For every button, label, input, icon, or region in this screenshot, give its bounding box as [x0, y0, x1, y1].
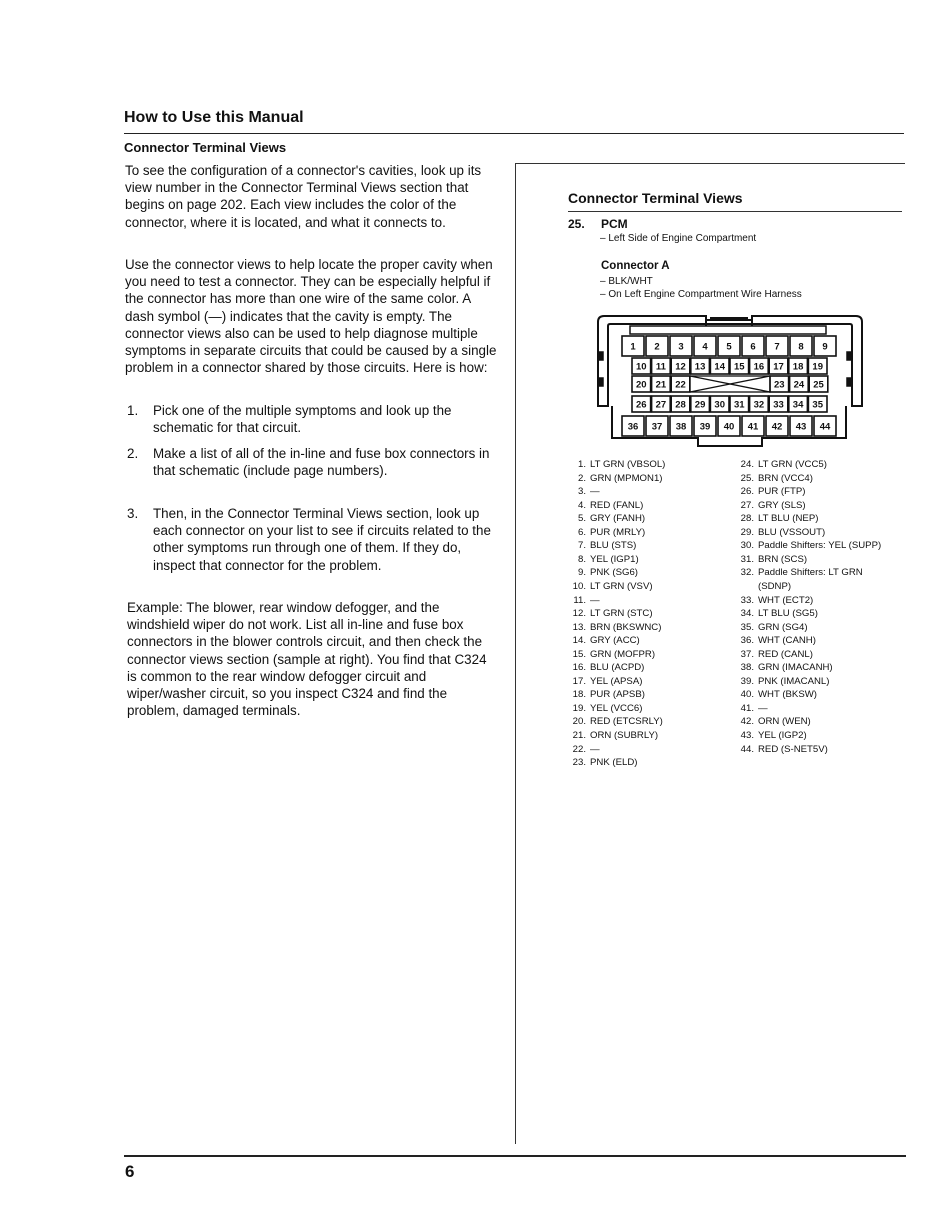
pin-entry — [740, 499, 806, 513]
pin-number: 37. — [740, 648, 754, 660]
pin-entry — [577, 539, 637, 553]
pin-entry — [572, 688, 645, 702]
pin-number: 29. — [740, 526, 754, 538]
pin-number: 25. — [740, 472, 754, 484]
pin-cavity — [808, 358, 827, 374]
pin-label: 5 — [726, 341, 732, 353]
pin-label: 30 — [714, 399, 725, 411]
pin-number: 11. — [573, 594, 586, 606]
pin-label: 32 — [753, 399, 765, 411]
pin-wire: PUR (MRLY) — [590, 526, 646, 538]
pin-label: 26 — [636, 399, 647, 411]
page-number: 6 — [125, 1162, 135, 1181]
pin-number: 30. — [740, 540, 754, 552]
pin-wire: — — [590, 594, 600, 606]
pin-wire: GRY (FANH) — [590, 513, 646, 525]
pin-wire: LT GRN (VSV) — [590, 580, 653, 592]
pin-entry — [740, 621, 808, 635]
pin-label: 34 — [792, 399, 804, 411]
step-text: Pick one of the multiple symptoms and look up the schematic for that circuit. — [153, 403, 452, 436]
pin-wire: PUR (FTP) — [758, 486, 806, 498]
pin-entry — [740, 729, 807, 743]
pin-cavity — [671, 376, 690, 392]
pin-entry — [740, 743, 828, 757]
pin-label: 24 — [793, 379, 805, 391]
pin-cavity — [670, 336, 692, 356]
pin-number: 8. — [577, 553, 586, 565]
pin-cavity — [790, 376, 809, 392]
pin-number: 12. — [572, 608, 586, 620]
pin-label: 39 — [699, 421, 711, 433]
pin-cavity — [632, 358, 651, 374]
pin-cavity — [730, 358, 749, 374]
pin-label: 36 — [627, 421, 639, 433]
pin-wire: RED (CANL) — [758, 648, 813, 660]
pin-number: 18. — [572, 689, 586, 701]
pin-cavity — [652, 376, 671, 392]
pin-number: 44. — [740, 743, 754, 755]
pin-wire: YEL (APSA) — [590, 675, 643, 687]
pin-entry — [572, 729, 659, 743]
pin-entry — [740, 715, 811, 729]
pin-entry — [572, 580, 653, 594]
pin-entry — [740, 702, 768, 716]
sample-divider — [568, 211, 902, 212]
pin-cavity — [632, 396, 651, 412]
step-text: Then, in the Connector Terminal Views section, look up each connector on your list to see if circuits related to the other symptoms run through one of them. If they do, inspect that connector for the problem. — [153, 506, 491, 573]
pin-wire: PNK (IMACANL) — [758, 675, 830, 687]
pin-number: 39. — [740, 675, 754, 687]
view-location: – Left Side of Engine Compartment — [600, 233, 757, 244]
pin-entry — [577, 566, 638, 580]
pin-wire: YEL (IGP1) — [590, 553, 639, 565]
pin-wire: LT BLU (SG5) — [758, 608, 818, 620]
pin-entry — [740, 539, 882, 553]
pin-number: 41. — [740, 702, 754, 714]
pin-label: 37 — [651, 421, 663, 433]
pin-label: 16 — [753, 361, 765, 373]
pin-wire: — — [758, 702, 768, 714]
section-heading: Connector Terminal Views — [124, 140, 287, 155]
pin-wire: BLU (STS) — [590, 540, 637, 552]
pin-cavity — [789, 358, 808, 374]
pin-cavity — [646, 416, 668, 436]
pin-wire: WHT (ECT2) — [758, 594, 814, 606]
pin-cavity — [809, 376, 828, 392]
pin-label: 25 — [813, 379, 824, 391]
pin-wire: LT GRN (VBSOL) — [590, 459, 666, 470]
pin-cavity — [691, 396, 710, 412]
pin-label: 4 — [702, 341, 708, 353]
pin-wire: — — [590, 486, 600, 498]
pin-wire: BLU (VSSOUT) — [758, 526, 826, 538]
pin-wire: RED (S-NET5V) — [758, 743, 828, 755]
pin-entry — [577, 458, 666, 472]
pin-label: 20 — [636, 379, 647, 391]
pin-label: 10 — [636, 361, 647, 373]
pin-wire: WHT (CANH) — [758, 635, 816, 647]
pin-cavity — [808, 396, 827, 412]
pin-label: 27 — [655, 399, 667, 411]
pin-cavity — [652, 396, 671, 412]
pin-label: 13 — [694, 361, 706, 373]
pin-cavity — [710, 358, 729, 374]
pin-wire: GRY (SLS) — [758, 499, 806, 511]
footer-divider — [124, 1155, 906, 1157]
pin-cavity — [769, 358, 788, 374]
pin-label: 3 — [678, 341, 684, 353]
pin-cavity — [694, 336, 716, 356]
pin-entry — [740, 458, 827, 472]
pin-entry — [740, 648, 813, 662]
pin-number: 23. — [572, 757, 586, 769]
pin-entry — [740, 566, 863, 580]
pin-wire: LT GRN (VCC5) — [758, 459, 827, 470]
pin-entry — [573, 594, 600, 608]
pin-entry — [577, 512, 646, 526]
pin-wire: BRN (SCS) — [758, 553, 808, 565]
pin-number: 1. — [577, 459, 586, 470]
pin-wire: BRN (BKSWNC) — [590, 621, 662, 633]
pin-label: 2 — [654, 341, 660, 353]
pin-cavity — [750, 396, 769, 412]
pin-entry — [577, 499, 644, 513]
pin-cavity — [710, 396, 729, 412]
pin-label: 43 — [795, 421, 807, 433]
pin-entry — [740, 634, 816, 648]
pin-cavity — [742, 416, 764, 436]
pin-label: 33 — [773, 399, 784, 411]
pin-entry — [758, 580, 791, 594]
pin-entry — [577, 485, 600, 499]
pin-cavity — [769, 396, 788, 412]
pin-entry — [572, 756, 638, 770]
pin-wire: WHT (BKSW) — [758, 689, 817, 701]
pin-label: 8 — [798, 341, 804, 353]
pin-cavity — [652, 358, 671, 374]
pin-label: 23 — [774, 379, 785, 391]
pin-entry — [572, 743, 600, 757]
pin-label: 15 — [734, 361, 745, 373]
pin-entry — [577, 553, 639, 567]
pin-entry — [572, 675, 643, 689]
pin-cavity — [622, 416, 644, 436]
pin-cavity — [814, 336, 836, 356]
pin-number: 19. — [572, 702, 586, 714]
pin-number: 21. — [572, 730, 586, 741]
empty-cavity-cross — [690, 376, 770, 392]
pin-wire: Paddle Shifters: LT GRN — [758, 567, 863, 579]
pin-number: 31. — [740, 553, 754, 565]
pin-label: 35 — [812, 399, 823, 411]
pin-cavity — [670, 416, 692, 436]
pin-wire: RED (ETCSRLY) — [590, 716, 663, 728]
pin-label: 18 — [792, 361, 804, 373]
pin-wire: YEL (VCC6) — [590, 702, 643, 714]
pin-entry — [572, 715, 663, 729]
pin-wire: ORN (SUBRLY) — [590, 730, 659, 741]
pin-cavity — [691, 358, 710, 374]
pin-label: 41 — [747, 421, 759, 433]
pin-number: 13. — [572, 621, 586, 633]
pin-label: 40 — [723, 421, 735, 433]
pin-label: 9 — [822, 341, 828, 353]
pin-label: 11 — [655, 361, 666, 373]
connector-diagram — [594, 312, 866, 452]
pin-cavity — [790, 336, 812, 356]
step-number: 3. — [127, 506, 139, 521]
pin-entry — [740, 688, 817, 702]
pin-number: 35. — [740, 621, 754, 633]
example-paragraph: Example: The blower, rear window defogger, and the windshield wiper do not work. List all in-line and fuse box connectors in the blower controls circuit, and then check the connector views section (sample at right). You find that C324 is common to the rear window defogger circuit and wiper/washer circuit, so you inspect C324 and find the problem, damaged terminals. — [127, 600, 487, 719]
pin-label: 42 — [771, 421, 783, 433]
connector-color: – BLK/WHT — [600, 276, 653, 287]
pin-cavity — [766, 336, 788, 356]
page-title: How to Use this Manual — [124, 109, 304, 126]
pin-wire: BRN (VCC4) — [758, 472, 813, 484]
pin-entry — [740, 553, 808, 567]
pin-wire: Paddle Shifters: YEL (SUPP) — [758, 540, 882, 552]
pin-number: 2. — [577, 472, 586, 484]
pin-wire: GRN (IMACANH) — [758, 662, 833, 674]
pin-entry — [572, 648, 656, 662]
pin-entry — [572, 634, 640, 648]
sample-title: Connector Terminal Views — [568, 190, 743, 206]
pin-entry — [740, 512, 819, 526]
pin-number: 32. — [740, 567, 754, 579]
pin-entry — [577, 472, 663, 486]
pin-label: 21 — [655, 379, 667, 391]
pin-label: 17 — [773, 361, 784, 373]
pin-wire: YEL (IGP2) — [758, 730, 807, 741]
pin-cavity — [789, 396, 808, 412]
pin-entry — [740, 472, 813, 486]
pin-cavity — [814, 416, 836, 436]
pin-number: 17. — [572, 675, 586, 687]
pin-cavity — [718, 416, 740, 436]
pin-number: 14. — [572, 635, 586, 647]
pin-wire: PNK (SG6) — [590, 567, 638, 579]
pin-grid — [622, 336, 836, 436]
pin-entry — [740, 526, 826, 540]
pin-entry — [740, 607, 818, 621]
pin-label: 28 — [675, 399, 686, 411]
pin-label: 22 — [675, 379, 686, 391]
pin-number: 26. — [740, 486, 754, 498]
pin-label: 7 — [774, 341, 780, 353]
intro-paragraph: To see the configuration of a connector's cavities, look up its view number in the Connector Terminal Views section that begins on page 202. Each view includes the color of the connector, where it is located, and what it connects to. — [125, 163, 482, 230]
pin-cavity — [646, 336, 668, 356]
pin-number: 42. — [740, 716, 754, 728]
pin-cavity — [770, 376, 789, 392]
pin-number: 4. — [577, 499, 586, 511]
pin-cavity — [671, 396, 690, 412]
pin-cavity — [742, 336, 764, 356]
pin-label: 6 — [750, 341, 756, 353]
pin-entry — [740, 661, 833, 675]
pin-label: 12 — [675, 361, 686, 373]
pin-wire: PNK (ELD) — [590, 757, 638, 769]
pin-wire: — — [590, 743, 600, 755]
pin-wire: ORN (WEN) — [758, 716, 811, 728]
pin-entry — [572, 607, 653, 621]
header-divider — [124, 133, 904, 134]
connector-title: Connector A — [601, 260, 670, 272]
pin-cavity — [671, 358, 690, 374]
pin-number: 5. — [577, 513, 586, 525]
view-name: PCM — [601, 217, 628, 231]
pin-wire: LT GRN (STC) — [590, 608, 653, 620]
pin-entry — [572, 661, 645, 675]
pin-number: 36. — [740, 635, 754, 647]
pin-wire: (SDNP) — [758, 580, 792, 592]
view-number: 25. — [568, 217, 585, 231]
step-number: 2. — [127, 446, 139, 461]
pin-cavity — [790, 416, 812, 436]
pin-cavity — [718, 336, 740, 356]
pin-label: 29 — [694, 399, 706, 411]
pin-number: 16. — [572, 662, 586, 674]
pin-wire: LT BLU (NEP) — [758, 513, 819, 525]
pin-entry — [577, 526, 646, 540]
pin-cavity — [694, 416, 716, 436]
pin-number: 20. — [572, 716, 586, 728]
pin-number: 33. — [740, 594, 754, 606]
pin-number: 10. — [572, 580, 586, 592]
pin-cavity — [730, 396, 749, 412]
pin-number: 28. — [740, 513, 754, 525]
pin-wire: GRN (MPMON1) — [590, 472, 663, 484]
pin-label: 19 — [812, 361, 823, 373]
pin-number: 15. — [572, 648, 586, 660]
pin-number: 6. — [577, 526, 586, 538]
pin-number: 43. — [740, 730, 754, 741]
pin-label: 44 — [819, 421, 831, 433]
pin-entry — [572, 702, 643, 716]
connector-location: – On Left Engine Compartment Wire Harness — [600, 289, 802, 300]
pin-number: 7. — [577, 540, 586, 552]
pin-entry — [740, 675, 830, 689]
pin-entry — [740, 594, 814, 608]
pin-number: 38. — [740, 662, 754, 674]
pin-wire: RED (FANL) — [590, 499, 644, 511]
usage-paragraph: Use the connector views to help locate the proper cavity when you need to test a connector. They can be especially helpful if the connector has more than one wire of the same color. A dash symbol (—) indicates that the cavity is empty. The connector views also can be used to help diagnose multiple symptoms in separate circuits that could be caused by a single problem in a connector shared by those circuits. Here is how: — [125, 257, 497, 376]
pin-wire: GRN (SG4) — [758, 621, 808, 633]
pin-entry — [740, 485, 806, 499]
pin-cavity — [632, 376, 651, 392]
pin-label: 38 — [675, 421, 687, 433]
pin-label: 1 — [630, 341, 636, 353]
pin-label: 31 — [734, 399, 745, 411]
step-text: Make a list of all of the in-line and fuse box connectors in that schematic (include page numbers). — [153, 446, 490, 479]
step-number: 1. — [127, 403, 139, 418]
pin-wire: BLU (ACPD) — [590, 662, 645, 674]
pin-number: 34. — [740, 608, 754, 620]
pin-cavity — [622, 336, 644, 356]
pin-wire: PUR (APSB) — [590, 689, 645, 701]
pin-number: 27. — [740, 499, 754, 511]
pin-label: 14 — [714, 361, 725, 373]
pin-number: 3. — [577, 486, 586, 498]
pin-wire: GRN (MOFPR) — [590, 648, 656, 660]
pin-number: 9. — [577, 567, 586, 579]
pin-number: 24. — [740, 459, 754, 470]
connector-latch — [630, 326, 826, 334]
pin-number: 40. — [740, 689, 754, 701]
pin-number: 22. — [572, 743, 586, 755]
pin-cavity — [766, 416, 788, 436]
pin-cavity — [750, 358, 769, 374]
pin-wire: GRY (ACC) — [590, 635, 640, 647]
pin-entry — [572, 621, 662, 635]
